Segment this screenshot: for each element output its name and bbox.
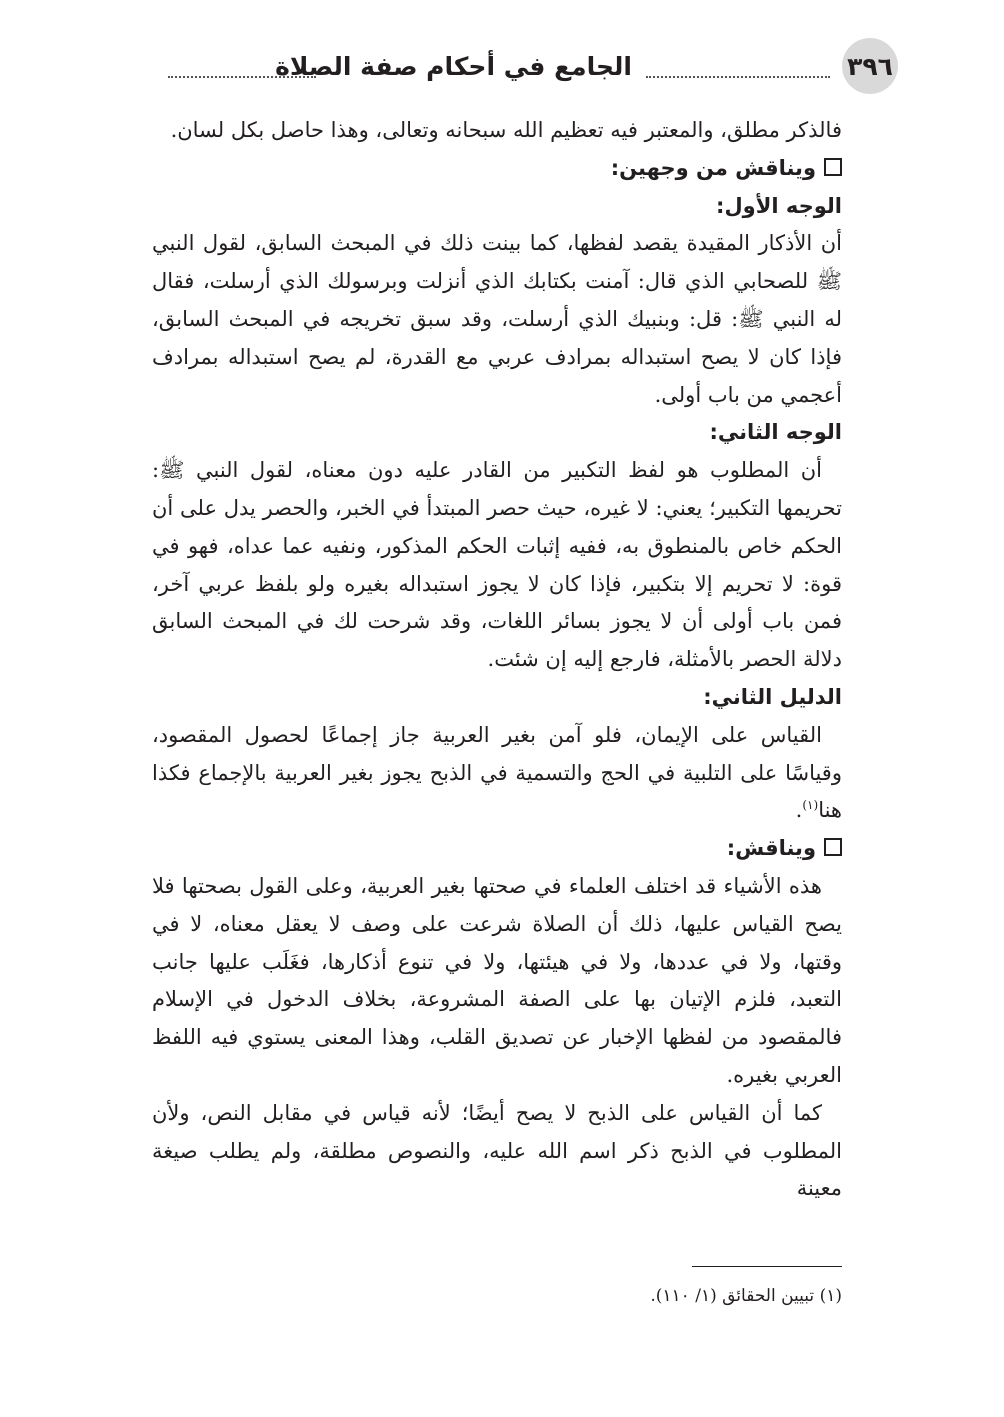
paragraph-text: القياس على الإيمان، فلو آمن بغير العربية جاز إجماعًا لحصول المقصود، وقياسًا على التلبية في الحج والتسمية في الذبح يجوز بغير العربية بالإجماع فكذا هنا	[152, 722, 842, 823]
book-title: الجامع في أحكام صفة الصلاة	[275, 52, 632, 81]
heading-text: ويناقش من وجهين:	[610, 155, 816, 180]
footnote-reference: (١)	[802, 798, 819, 813]
paragraph: فالذكر مطلق، والمعتبر فيه تعظيم الله سبحانه وتعالى، وهذا حاصل بكل لسان.	[170, 118, 842, 142]
section-heading	[152, 150, 842, 188]
footnote-separator	[692, 1266, 842, 1267]
section-heading: الوجه الثاني:	[709, 420, 842, 445]
paragraph-end: .	[795, 798, 803, 823]
paragraph: كما أن القياس على الذبح لا يصح أيضًا؛ لأنه قياس في مقابل النص، ولأن المطلوب في الذبح ذكر اسم الله عليه، والنصوص مطلقة، ولم يطلب صيغة معينة	[152, 1100, 842, 1201]
paragraph	[152, 717, 842, 830]
paragraph: أن المطلوب هو لفظ التكبير من القادر عليه دون معناه، لقول النبي ﷺ: تحريمها التكبير؛ يعني: لا غيره، حيث حصر المبتدأ في الخبر، والحصر يدل على أن الحكم خاص بالمنطوق به، ففيه إثبات الحكم المذكور، ونفيه عما عداه، فهو في قوة: لا تحريم إلا بتكبير، فإذا كان لا يجوز استبداله بغيره ولو بلفظ عربي آخر، فمن باب أولى أن لا يجوز بسائر اللغات، وقد شرحت لك في المبحث السابق دلالة الحصر بالأمثلة، فارجع إليه إن شئت.	[152, 458, 842, 672]
paragraph: أن الأذكار المقيدة يقصد لفظها، كما بينت ذلك في المبحث السابق، لقول النبي ﷺ للصحابي الذي قال: آمنت بكتابك الذي أنزلت وبرسولك الذي أرسلت، فقال له النبي ﷺ: قل: وبنبيك الذي أرسلت، وقد سبق تخريجه في المبحث السابق، فإذا كان لا يصح استبداله بمرادف عربي مع القدرة، لم يصح استبداله بمرادف أعجمي من باب أولى.	[152, 231, 842, 407]
heading-text: ويناقش:	[726, 836, 816, 861]
section-heading: الدليل الثاني:	[703, 684, 842, 709]
page-number-badge: ٣٩٦	[842, 38, 898, 94]
header-dots-left	[168, 76, 316, 78]
footnote-number: (١)	[819, 1286, 842, 1306]
paragraph: هذه الأشياء قد اختلف العلماء في صحتها بغير العربية، وعلى القول بصحتها فلا يصح القياس عليها، ذلك أن الصلاة شرعت على وصف لا يعقل معناه، لا في وقتها، ولا في عددها، ولا في هيئتها، ولا في تنوع أذكارها، فغَلَب عليها جانب التعبد، فلزم الإتيان بها على الصفة المشروعة، بخلاف الدخول في الإسلام فالمقصود من لفظها الإخبار عن تصديق القلب، وهذا المعنى يستوي فيه اللفظ العربي بغيره.	[152, 873, 842, 1087]
header-dots-right	[646, 76, 830, 78]
section-heading	[152, 830, 842, 868]
footnote	[650, 1286, 842, 1306]
section-heading: الوجه الأول:	[716, 193, 842, 218]
checkbox-square-icon	[824, 838, 842, 856]
page-body	[152, 112, 842, 1208]
footnote-text: تبيين الحقائق (١/ ١١٠).	[650, 1286, 815, 1306]
checkbox-square-icon	[824, 158, 842, 176]
page-header	[140, 38, 892, 98]
